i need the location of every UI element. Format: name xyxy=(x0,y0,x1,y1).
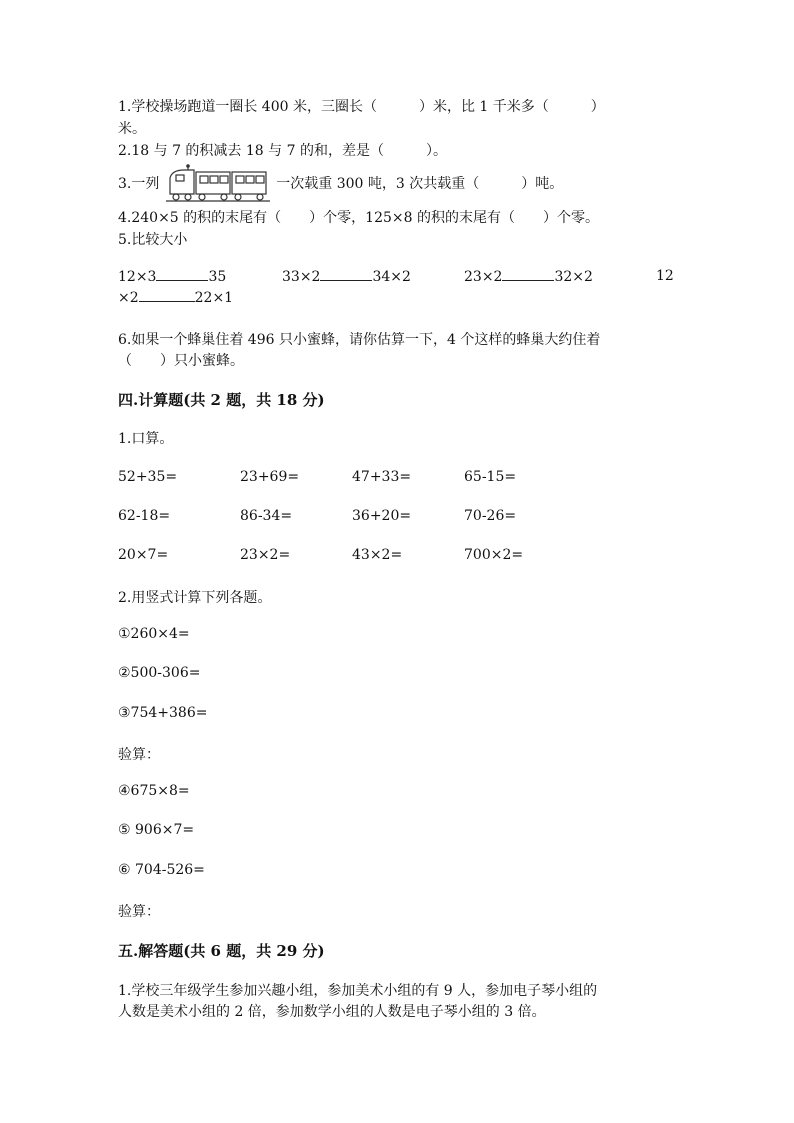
oral-item: 86-34= xyxy=(240,508,293,524)
compare-item-4-start: 12 xyxy=(656,268,674,284)
compare-left: 23×2 xyxy=(464,269,503,285)
oral-item: 70-26= xyxy=(464,508,517,524)
answer-blank[interactable] xyxy=(139,289,195,302)
question-3 xyxy=(118,164,563,204)
train-icon xyxy=(164,164,272,204)
compare-right: 22×1 xyxy=(194,290,234,306)
vertical-item: ④675×8= xyxy=(118,783,190,799)
oral-item: 65-15= xyxy=(464,469,517,485)
compare-left: ×2 xyxy=(118,290,139,306)
question-3-prefix: 3.一列 xyxy=(118,176,160,192)
vertical-item: ③754+386= xyxy=(118,705,208,721)
answer-blank[interactable] xyxy=(502,268,554,281)
section-5-question-1-line-2: 人数是美术小组的 2 倍，参加数学小组的人数是电子琴小组的 3 倍。 xyxy=(118,1004,546,1020)
question-6-line-2: （ ）只小蜜蜂。 xyxy=(118,353,244,369)
compare-item-3 xyxy=(464,268,593,285)
compare-item-4 xyxy=(118,289,233,306)
question-1-line-1: 1.学校操场跑道一圈长 400 米，三圈长（ ）米，比 1 千米多（ ） xyxy=(118,99,605,115)
vertical-item: ⑤ 906×7= xyxy=(118,822,195,838)
section-4-question-2: 2.用竖式计算下列各题。 xyxy=(118,590,272,606)
answer-blank[interactable] xyxy=(320,268,372,281)
question-1-line-2: 米。 xyxy=(118,121,146,137)
compare-item-1 xyxy=(118,268,226,285)
vertical-item: ①260×4= xyxy=(118,626,190,642)
question-4: 4.240×5 的积的末尾有（ ）个零，125×8 的积的末尾有（ ）个零。 xyxy=(118,210,599,226)
section-4-title: 四.计算题(共 2 题，共 18 分) xyxy=(118,391,325,409)
oral-item: 52+35= xyxy=(118,469,178,485)
oral-item: 700×2= xyxy=(464,547,524,563)
compare-right: 32×2 xyxy=(554,269,593,285)
vertical-item: ⑥ 704-526= xyxy=(118,862,205,878)
compare-item-2 xyxy=(282,268,411,285)
compare-right: 35 xyxy=(208,269,227,285)
check-label: 验算： xyxy=(118,747,160,763)
compare-right: 34×2 xyxy=(372,269,411,285)
compare-left: 33×2 xyxy=(282,269,321,285)
oral-item: 20×7= xyxy=(118,547,169,563)
answer-blank[interactable] xyxy=(156,268,208,281)
compare-left: 12×3 xyxy=(118,269,157,285)
vertical-item: ②500-306= xyxy=(118,665,201,681)
oral-item: 36+20= xyxy=(352,508,412,524)
oral-item: 23+69= xyxy=(240,469,300,485)
oral-item: 47+33= xyxy=(352,469,412,485)
oral-item: 23×2= xyxy=(240,547,291,563)
check-label: 验算： xyxy=(118,904,160,920)
section-5-question-1-line-1: 1.学校三年级学生参加兴趣小组，参加美术小组的有 9 人，参加电子琴小组的 xyxy=(118,983,598,999)
section-5-title: 五.解答题(共 6 题，共 29 分) xyxy=(118,942,325,960)
question-3-suffix: 一次载重 300 吨，3 次共载重（ ）吨。 xyxy=(276,176,564,192)
question-5: 5.比较大小 xyxy=(118,232,188,248)
question-2: 2.18 与 7 的积减去 18 与 7 的和，差是（ ）。 xyxy=(118,143,447,159)
section-4-question-1: 1.口算。 xyxy=(118,431,174,447)
oral-item: 43×2= xyxy=(352,547,403,563)
question-6-line-1: 6.如果一个蜂巢住着 496 只小蜜蜂，请你估算一下，4 个这样的蜂巢大约住着 xyxy=(118,332,601,348)
oral-item: 62-18= xyxy=(118,508,171,524)
